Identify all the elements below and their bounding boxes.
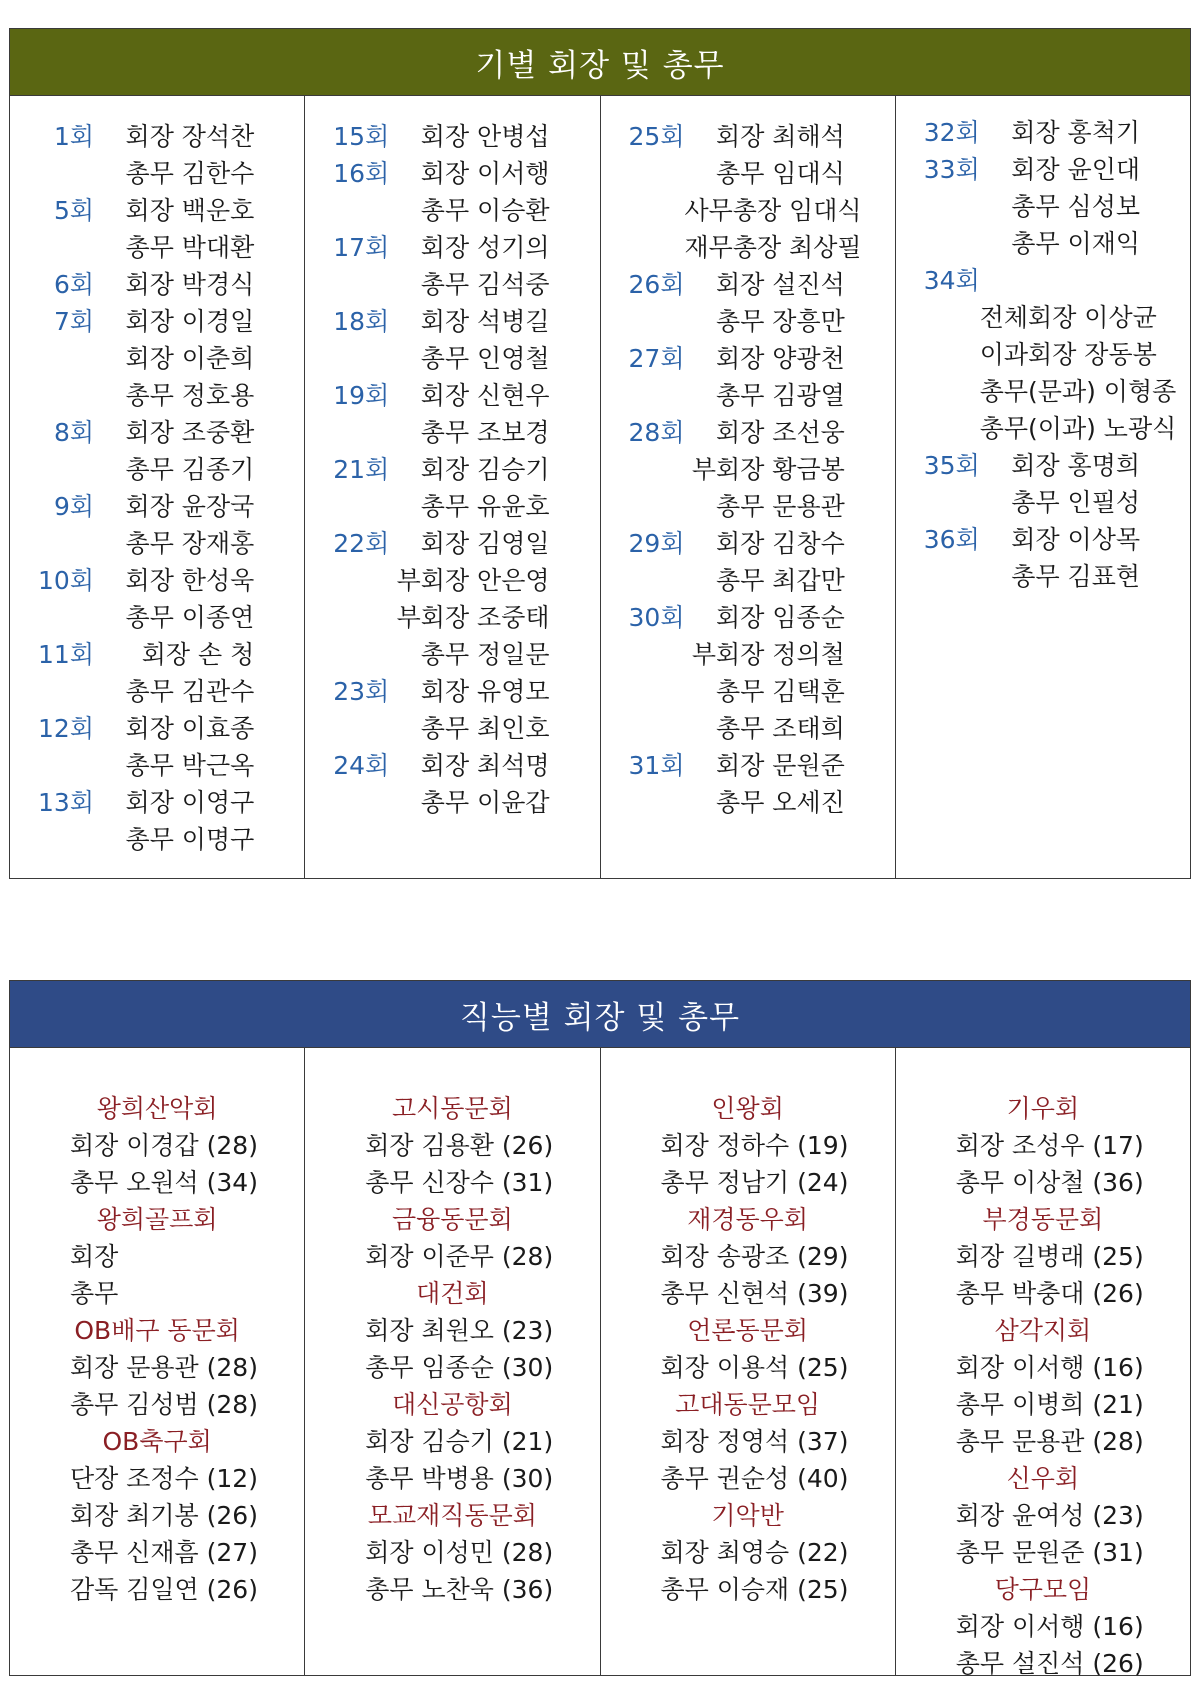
officer-name: 회장 김창수 xyxy=(716,528,845,558)
class-row xyxy=(601,264,895,301)
club-name: 고시동문회 xyxy=(391,1093,513,1123)
club-column-2 xyxy=(305,1048,600,1675)
class-row xyxy=(601,708,895,745)
officer-name: 총무 유윤호 xyxy=(420,491,550,521)
officer-name: 회장 홍명희 xyxy=(1011,450,1140,480)
class-number: 7회 xyxy=(53,306,94,336)
class-row xyxy=(10,671,304,708)
class-number: 17회 xyxy=(333,232,390,262)
class-column-3 xyxy=(601,96,896,878)
officer-name: 총무 김한수 xyxy=(125,158,255,188)
club-column-3 xyxy=(601,1048,896,1675)
class-officers-panel xyxy=(9,28,1191,879)
club-officer: 총무 신재흠 (27) xyxy=(70,1537,258,1567)
officer-name: 총무 인필성 xyxy=(1011,487,1140,517)
officer-name: 부회장 안은영 xyxy=(396,565,550,595)
officer-name: 회장 설진석 xyxy=(716,269,845,299)
officer-name: 총무 장흥만 xyxy=(716,306,845,336)
class-number: 13회 xyxy=(38,787,94,817)
officer-name: 총무 문용관 xyxy=(716,491,845,521)
class-number: 16회 xyxy=(333,158,390,188)
club-name: 당구모임 xyxy=(994,1574,1092,1604)
officer-name: 총무 심성보 xyxy=(1011,191,1140,221)
class-row xyxy=(10,190,304,227)
class-number: 18회 xyxy=(333,306,390,336)
class-row xyxy=(305,449,599,486)
club-name: 왕희산악회 xyxy=(96,1093,218,1123)
class-row xyxy=(10,634,304,671)
class-row xyxy=(305,227,599,264)
officer-name: 회장 김영일 xyxy=(420,528,550,558)
class-row xyxy=(10,301,304,338)
officer-name: 총무 이재익 xyxy=(1011,228,1140,258)
class-number: 5회 xyxy=(53,195,94,225)
club-officer: 회장 김용환 (26) xyxy=(365,1130,554,1160)
officer-name: 총무 임대식 xyxy=(716,158,845,188)
class-officers-title: 기별 회장 및 총무 xyxy=(10,29,1190,96)
club-name: 왕희골프회 xyxy=(96,1204,218,1234)
class-row xyxy=(601,375,895,412)
class-number: 27회 xyxy=(628,343,685,373)
class-row xyxy=(601,597,895,634)
officer-name: 회장 백운호 xyxy=(125,195,255,225)
officer-name: 총무 박근옥 xyxy=(125,750,255,780)
class-row xyxy=(601,486,895,523)
officer-name: 총무 김표현 xyxy=(1011,561,1140,591)
officer-name: 회장 이춘희 xyxy=(125,343,255,373)
officer-name: 회장 석병길 xyxy=(420,306,550,336)
club-officer: 회장 최원오 (23) xyxy=(365,1315,554,1345)
club-name: 기악반 xyxy=(711,1500,784,1530)
officer-name: 총무 정호용 xyxy=(125,380,255,410)
club-officers-panel xyxy=(9,980,1191,1676)
officer-name: 총무 인영철 xyxy=(420,343,550,373)
class-row xyxy=(305,745,599,782)
class-number: 10회 xyxy=(38,565,94,595)
class-row xyxy=(896,334,1190,371)
class-row xyxy=(896,112,1190,149)
officer-name: 회장 임종순 xyxy=(716,602,845,632)
class-number: 15회 xyxy=(333,121,390,151)
officer-name: 회장 신현우 xyxy=(420,380,550,410)
club-name: 신우회 xyxy=(1006,1463,1080,1493)
club-officer: 회장 이서행 (16) xyxy=(955,1611,1144,1641)
officer-name: 회장 한성욱 xyxy=(125,565,255,595)
officer-name: 회장 장석찬 xyxy=(125,121,255,151)
class-row xyxy=(10,560,304,597)
officer-name: 부회장 정의철 xyxy=(691,639,845,669)
club-officer: 총무 신장수 (31) xyxy=(365,1167,554,1197)
club-name: 삼각지회 xyxy=(994,1315,1092,1345)
class-row xyxy=(10,745,304,782)
club-name: 대신공항회 xyxy=(391,1389,513,1419)
club-officer: 총무 김성범 (28) xyxy=(70,1389,258,1419)
class-row xyxy=(305,486,599,523)
officer-name: 총무(이과) 노광식 xyxy=(979,413,1177,443)
officer-name: 회장 조중환 xyxy=(125,417,255,447)
class-row xyxy=(601,523,895,560)
class-column-2 xyxy=(305,96,600,878)
class-column-4 xyxy=(896,96,1190,878)
club-officer: 회장 이용석 (25) xyxy=(660,1352,849,1382)
club-name: 인왕회 xyxy=(711,1093,784,1123)
officer-name: 총무 장재홍 xyxy=(125,528,255,558)
class-number: 29회 xyxy=(628,528,685,558)
class-row xyxy=(10,597,304,634)
club-officer: 총무 xyxy=(70,1278,119,1308)
class-row xyxy=(305,375,599,412)
class-row xyxy=(896,186,1190,223)
officer-name: 총무 조보경 xyxy=(420,417,550,447)
officer-name: 회장 이효종 xyxy=(125,713,255,743)
officer-name: 회장 박경식 xyxy=(125,269,255,299)
class-row xyxy=(305,301,599,338)
club-name: 기우회 xyxy=(1006,1093,1080,1123)
class-number: 36회 xyxy=(923,524,980,554)
class-row xyxy=(10,116,304,153)
class-number: 32회 xyxy=(923,117,980,147)
class-row xyxy=(896,223,1190,260)
club-officer: 총무 권순성 (40) xyxy=(660,1463,849,1493)
club-officer: 회장 정영석 (37) xyxy=(660,1426,849,1456)
club-column-1 xyxy=(10,1048,305,1675)
club-officer: 총무 박병용 (30) xyxy=(365,1463,554,1493)
class-number: 28회 xyxy=(628,417,685,447)
class-number: 21회 xyxy=(333,454,390,484)
class-number: 25회 xyxy=(628,121,685,151)
club-officer: 회장 이경갑 (28) xyxy=(70,1130,258,1160)
club-officer: 회장 이서행 (16) xyxy=(955,1352,1144,1382)
officer-name: 회장 이경일 xyxy=(125,306,255,336)
officer-name: 부회장 조중태 xyxy=(396,602,550,632)
class-row xyxy=(896,260,1190,297)
club-officer: 회장 최기봉 (26) xyxy=(70,1500,258,1530)
class-row xyxy=(10,375,304,412)
class-row xyxy=(10,264,304,301)
officer-name: 이과회장 장동봉 xyxy=(979,339,1157,369)
class-row xyxy=(305,708,599,745)
club-officer: 총무 문용관 (28) xyxy=(955,1426,1144,1456)
officer-name: 총무 이종연 xyxy=(125,602,255,632)
class-number: 6회 xyxy=(53,269,94,299)
class-row xyxy=(10,449,304,486)
club-officer: 총무 정남기 (24) xyxy=(660,1167,849,1197)
officer-name: 총무 최인호 xyxy=(420,713,550,743)
officer-name: 재무총장 최상필 xyxy=(684,232,862,262)
class-row xyxy=(601,412,895,449)
club-officer: 회장 김승기 (21) xyxy=(365,1426,554,1456)
class-row xyxy=(896,519,1190,556)
class-row xyxy=(896,297,1190,334)
club-name: 재경동우회 xyxy=(687,1204,808,1234)
officer-name: 회장 유영모 xyxy=(420,676,550,706)
officer-name: 총무 박대환 xyxy=(125,232,255,262)
class-row xyxy=(601,338,895,375)
officer-name: 회장 이영구 xyxy=(125,787,255,817)
class-row xyxy=(896,556,1190,593)
club-name: 금융동문회 xyxy=(391,1204,513,1234)
class-row xyxy=(601,634,895,671)
class-row xyxy=(601,153,895,190)
officer-name: 총무 정일문 xyxy=(420,639,550,669)
class-number: 8회 xyxy=(53,417,94,447)
club-officer: 총무 노찬욱 (36) xyxy=(365,1574,554,1604)
club-name: 언론동문회 xyxy=(687,1315,808,1345)
class-row xyxy=(305,338,599,375)
officer-name: 회장 윤인대 xyxy=(1011,154,1140,184)
class-number: 24회 xyxy=(333,750,390,780)
officer-name: 총무 조태희 xyxy=(716,713,845,743)
class-row xyxy=(305,523,599,560)
class-row xyxy=(305,190,599,227)
class-row xyxy=(601,671,895,708)
class-row xyxy=(305,782,599,819)
class-row xyxy=(10,153,304,190)
club-officer: 총무 이승재 (25) xyxy=(660,1574,849,1604)
club-officer: 회장 정하수 (19) xyxy=(660,1130,849,1160)
officer-name: 총무 오세진 xyxy=(716,787,845,817)
officer-name: 총무 김광열 xyxy=(716,380,845,410)
club-officer: 회장 최영승 (22) xyxy=(660,1537,849,1567)
club-officer: 회장 윤여성 (23) xyxy=(955,1500,1144,1530)
class-number: 9회 xyxy=(53,491,94,521)
officer-name: 부회장 황금봉 xyxy=(691,454,845,484)
class-row xyxy=(601,227,895,264)
club-officer: 총무 이상철 (36) xyxy=(955,1167,1144,1197)
class-row xyxy=(601,116,895,153)
club-name: OB배구 동문회 xyxy=(74,1315,240,1345)
class-row xyxy=(10,708,304,745)
club-officer: 회장 조성우 (17) xyxy=(955,1130,1144,1160)
officer-name: 회장 홍척기 xyxy=(1011,117,1140,147)
officer-name: 총무 김관수 xyxy=(125,676,255,706)
officer-name: 회장 성기의 xyxy=(420,232,550,262)
class-row xyxy=(601,449,895,486)
class-row xyxy=(10,819,304,856)
club-officer: 회장 길병래 (25) xyxy=(955,1241,1144,1271)
club-officer: 회장 송광조 (29) xyxy=(660,1241,849,1271)
class-row xyxy=(896,482,1190,519)
club-officer: 총무 오원석 (34) xyxy=(70,1167,258,1197)
class-row xyxy=(305,634,599,671)
officer-name: 총무 김종기 xyxy=(125,454,255,484)
class-row xyxy=(601,782,895,819)
class-row xyxy=(896,445,1190,482)
officer-name: 전체회장 이상균 xyxy=(979,302,1157,332)
class-number: 23회 xyxy=(333,676,390,706)
officer-name: 총무 이윤갑 xyxy=(420,787,550,817)
class-row xyxy=(305,153,599,190)
officer-name: 총무(문과) 이형종 xyxy=(979,376,1177,406)
club-officer: 회장 문용관 (28) xyxy=(70,1352,258,1382)
officer-name: 회장 최해석 xyxy=(716,121,845,151)
class-row xyxy=(10,227,304,264)
class-row xyxy=(305,116,599,153)
club-officer: 총무 이병희 (21) xyxy=(955,1389,1144,1419)
officer-name: 회장 최석명 xyxy=(420,750,550,780)
club-officer: 회장 이성민 (28) xyxy=(365,1537,554,1567)
club-column-4 xyxy=(896,1048,1190,1678)
officer-name: 총무 김석중 xyxy=(420,269,550,299)
class-column-1 xyxy=(10,96,305,878)
club-name: 모교재직동문회 xyxy=(367,1500,537,1530)
officer-name: 총무 이승환 xyxy=(420,195,550,225)
officer-name: 회장 윤장국 xyxy=(125,491,255,521)
class-number: 35회 xyxy=(923,450,980,480)
officer-name: 사무총장 임대식 xyxy=(684,195,862,225)
class-row xyxy=(601,301,895,338)
class-number: 30회 xyxy=(628,602,685,632)
club-officers-title: 직능별 회장 및 총무 xyxy=(10,981,1190,1048)
class-row xyxy=(601,745,895,782)
club-name: OB축구회 xyxy=(102,1426,212,1456)
club-officer: 회장 이준무 (28) xyxy=(365,1241,554,1271)
officer-name: 회장 조선웅 xyxy=(716,417,845,447)
class-row xyxy=(896,408,1190,445)
class-row xyxy=(10,412,304,449)
club-officer: 단장 조정수 (12) xyxy=(70,1463,258,1493)
class-row xyxy=(10,523,304,560)
officer-name: 회장 안병섭 xyxy=(420,121,550,151)
class-row xyxy=(601,190,895,227)
class-row xyxy=(10,338,304,375)
club-name: 대건회 xyxy=(416,1278,489,1308)
officer-name: 회장 이상목 xyxy=(1011,524,1140,554)
class-row xyxy=(305,412,599,449)
club-officer: 총무 임종순 (30) xyxy=(365,1352,554,1382)
club-officer: 총무 문원준 (31) xyxy=(955,1537,1144,1567)
officer-name: 회장 손 청 xyxy=(141,639,255,669)
class-number: 19회 xyxy=(333,380,390,410)
class-row xyxy=(601,560,895,597)
class-row xyxy=(896,371,1190,408)
officer-name: 회장 이서행 xyxy=(420,158,550,188)
class-row xyxy=(10,782,304,819)
class-number: 34회 xyxy=(923,265,980,295)
officer-name: 총무 김택훈 xyxy=(716,676,845,706)
class-number: 12회 xyxy=(38,713,94,743)
club-officer: 회장 xyxy=(70,1241,119,1271)
class-number: 22회 xyxy=(333,528,390,558)
class-row xyxy=(10,486,304,523)
club-officer: 총무 박충대 (26) xyxy=(955,1278,1144,1308)
class-row xyxy=(305,264,599,301)
officer-name: 총무 이명구 xyxy=(125,824,255,854)
officer-name: 회장 문원준 xyxy=(716,750,845,780)
class-number: 11회 xyxy=(38,639,94,669)
club-officer: 총무 설진석 (26) xyxy=(955,1648,1144,1678)
officer-name: 총무 최갑만 xyxy=(716,565,845,595)
officer-name: 회장 김승기 xyxy=(420,454,550,484)
class-row xyxy=(305,597,599,634)
officer-name: 회장 양광천 xyxy=(716,343,845,373)
class-number: 1회 xyxy=(53,121,94,151)
class-number: 33회 xyxy=(923,154,980,184)
class-row xyxy=(305,671,599,708)
club-name: 고대동문모임 xyxy=(675,1389,821,1419)
class-row xyxy=(896,149,1190,186)
class-row xyxy=(305,560,599,597)
class-number: 31회 xyxy=(628,750,685,780)
class-number: 26회 xyxy=(628,269,685,299)
club-officer: 감독 김일연 (26) xyxy=(70,1574,258,1604)
club-name: 부경동문회 xyxy=(982,1204,1104,1234)
club-officer: 총무 신현석 (39) xyxy=(660,1278,849,1308)
